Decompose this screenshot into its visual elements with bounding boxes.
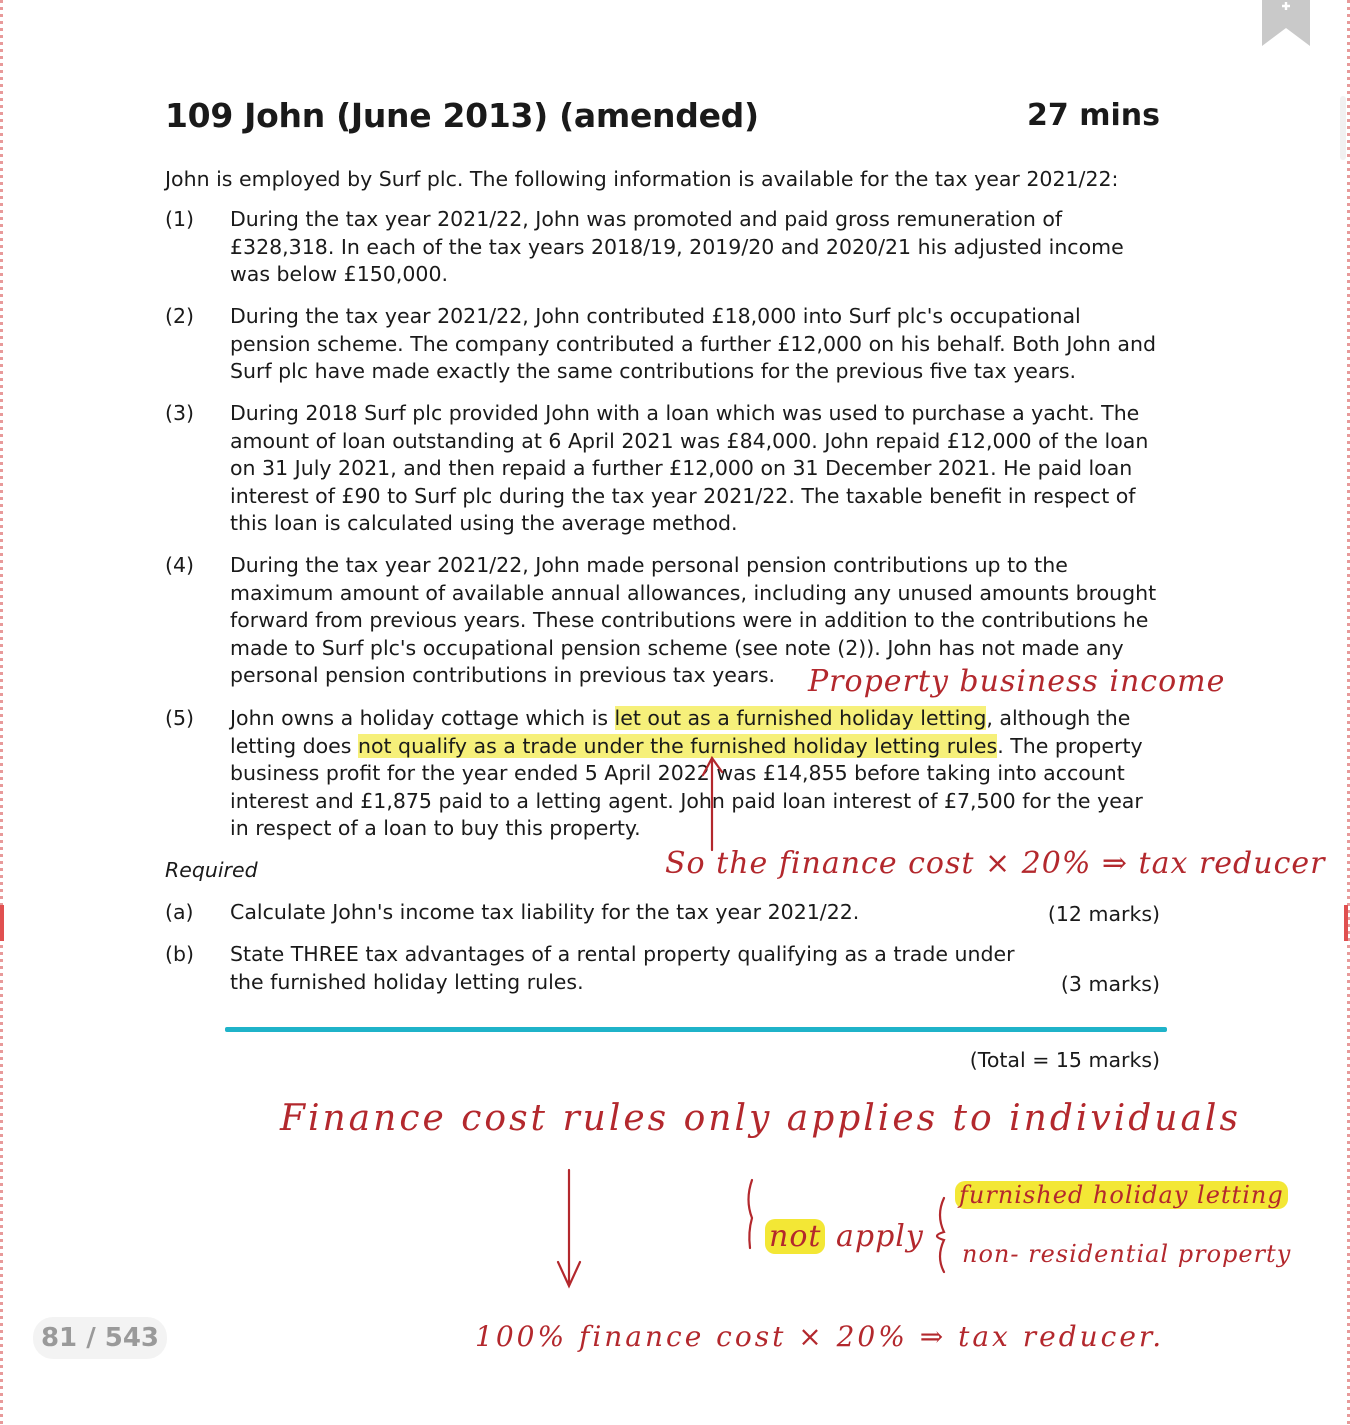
required-label: Required bbox=[165, 858, 258, 882]
highlighted-text: let out as a furnished holiday letting bbox=[614, 706, 987, 730]
time-allowance: 27 mins bbox=[1027, 98, 1160, 133]
note-number: (1) bbox=[165, 207, 195, 231]
part-number: (b) bbox=[165, 942, 195, 966]
part-marks: (3 marks) bbox=[1060, 972, 1160, 996]
note-number: (4) bbox=[165, 553, 195, 577]
intro-text: John is employed by Surf plc. The following information is available for the tax year 2021/22: bbox=[165, 167, 1119, 191]
arrow-up-to-text bbox=[703, 758, 722, 850]
note-number: (5) bbox=[165, 706, 195, 730]
part-text: State THREE tax advantages of a rental property qualifying as a trade under the furnished holiday letting rules. bbox=[230, 942, 1015, 994]
handwritten-note-rules: Finance cost rules only applies to individuals bbox=[280, 1098, 1241, 1139]
handwritten-word: apply bbox=[836, 1219, 924, 1254]
question-title: 109 John (June 2013) (amended) bbox=[165, 96, 759, 135]
handwritten-note-bottom-line: 100% finance cost × 20% ⇒ tax reducer. bbox=[475, 1320, 1165, 1353]
note-text-part: , although the letting does bbox=[230, 706, 1131, 758]
handwritten-note-finance-cost: So the finance cost × 20% ⇒ tax reducer bbox=[665, 846, 1326, 881]
handwritten-note-property-income: Property business income bbox=[808, 664, 1226, 699]
note-text: During the tax year 2021/22, John made personal pension contributions up to the maximum amount of available annual allowances, including any unused amounts brought forward from previous years. These contributions were in addition to the contributions he made to Surf plc's occupational pension scheme (see note (2)). John has not made any personal pension contributions in previous tax years. bbox=[230, 553, 1157, 688]
part-marks: (12 marks) bbox=[1047, 902, 1160, 926]
handwritten-highlight: furnished holiday letting bbox=[955, 1181, 1288, 1209]
note-number: (2) bbox=[165, 304, 195, 328]
page-counter: 81 / 543 bbox=[33, 1317, 167, 1359]
left-brace bbox=[749, 1180, 753, 1248]
handwritten-highlight: not bbox=[765, 1219, 825, 1254]
note-number: (3) bbox=[165, 401, 195, 425]
handwritten-note-non-residential: non- residential property bbox=[962, 1240, 1292, 1268]
total-marks: (Total = 15 marks) bbox=[969, 1048, 1160, 1072]
right-brace bbox=[937, 1198, 944, 1272]
arrow-down bbox=[558, 1170, 580, 1286]
note-text: During the tax year 2021/22, John contributed £18,000 into Surf plc's occupational pension scheme. The company contributed a further £12,000 on his behalf. Both John and Surf plc have made exactly the same contributions for the previous five tax years. bbox=[230, 304, 1156, 384]
part-text: Calculate John's income tax liability for the tax year 2021/22. bbox=[230, 900, 860, 924]
note-text: During 2018 Surf plc provided John with a loan which was used to purchase a yacht. The amount of loan outstanding at 6 April 2021 was £84,000. John repaid £12,000 of the loan on 31 July 2021, and then repaid a further £12,000 on 31 December 2021. He paid loan interest of £90 to Surf plc during the tax year 2021/22. The taxable benefit in respect of this loan is calculated using the average method. bbox=[230, 401, 1149, 536]
highlighted-text: not qualify as a trade under the furnished holiday letting rules bbox=[357, 733, 998, 758]
note-text-part: John owns a holiday cottage which is bbox=[230, 706, 615, 730]
note-text: During the tax year 2021/22, John was promoted and paid gross remuneration of £328,318. In each of the tax years 2018/19, 2019/20 and 2020/21 his adjusted income was below £150,000. bbox=[230, 207, 1124, 287]
part-number: (a) bbox=[165, 900, 194, 924]
note-text-part: . The property business profit for the year ended 5 April 2022 was £14,855 before taking into account interest and £1,875 paid to a letting agent. John paid loan interest of £7,500 for the year in respect of a loan to buy this property. bbox=[230, 733, 1143, 841]
